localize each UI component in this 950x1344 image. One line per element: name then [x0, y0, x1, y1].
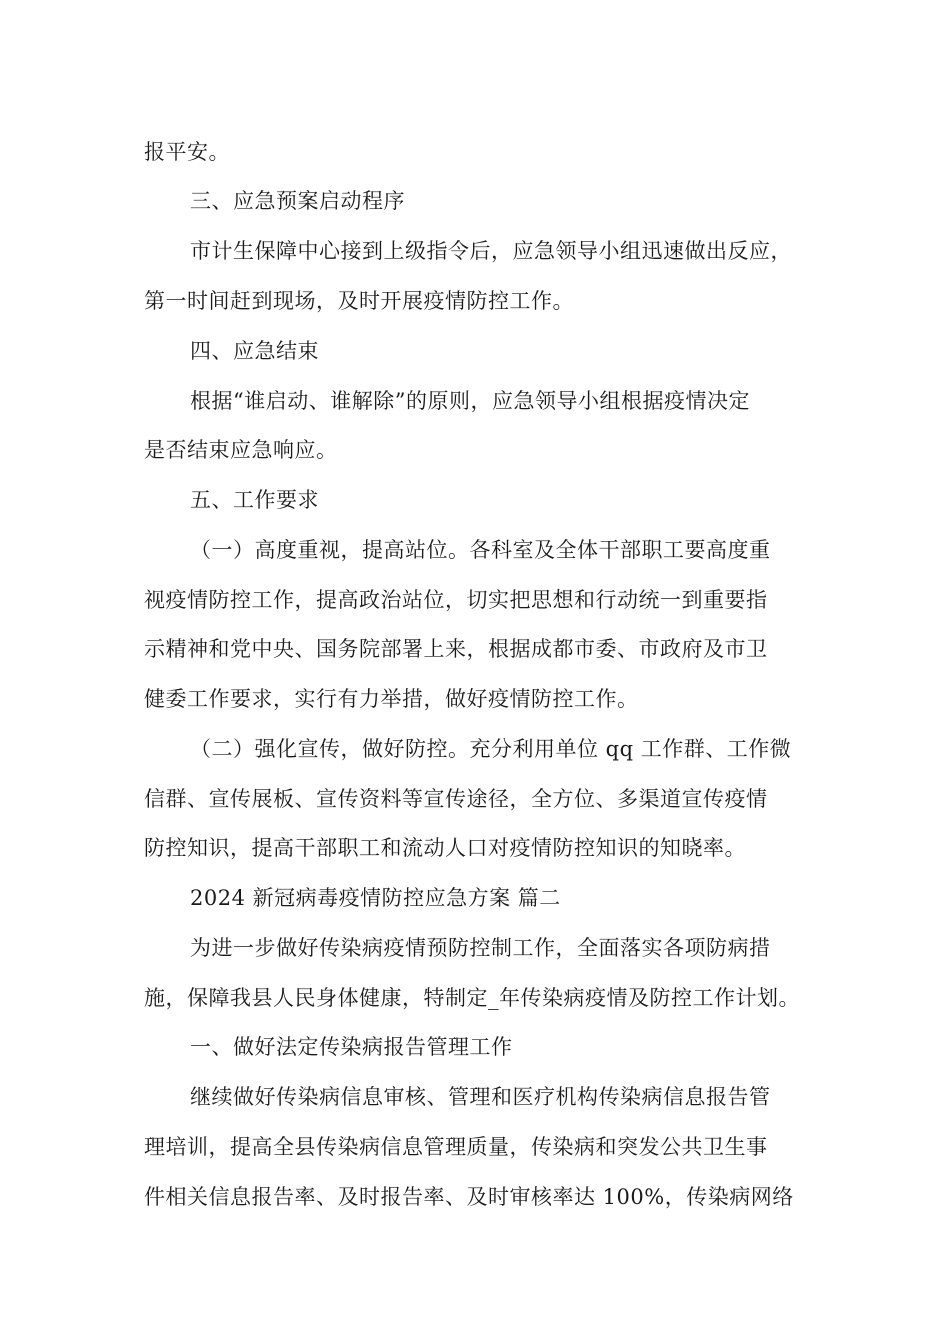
paragraph-line: 第一时间赶到现场，及时开展疫情防控工作。 [144, 289, 574, 313]
paragraph-line: 报平安。 [144, 140, 230, 164]
paragraph-line: 根据“谁启动、谁解除”的原则，应急领导小组根据疫情决定 [190, 389, 750, 413]
paragraph-line: 施，保障我县人民身体健康，特制定_年传染病疫情及防控工作计划。 [144, 986, 800, 1010]
paragraph-line: 健委工作要求，实行有力举措，做好疫情防控工作。 [144, 687, 639, 711]
section-heading: 一、做好法定传染病报告管理工作 [190, 1035, 513, 1059]
paragraph-line: 为进一步做好传染病疫情预防控制工作，全面落实各项防病措 [190, 936, 771, 960]
paragraph-line: （一）高度重视，提高站位。各科室及全体干部职工要高度重 [190, 538, 771, 562]
paragraph-line: 件相关信息报告率、及时报告率、及时审核率达 100%，传染病网络 [144, 1185, 794, 1209]
paragraph-line: 示精神和党中央、国务院部署上来，根据成都市委、市政府及市卫 [144, 637, 768, 661]
section-heading: 三、应急预案启动程序 [190, 189, 405, 213]
paragraph-line: 市计生保障中心接到上级指令后，应急领导小组迅速做出反应， [190, 239, 792, 263]
paragraph-line: 防控知识，提高干部职工和流动人口对疫情防控知识的知晓率。 [144, 836, 746, 860]
article-title: 2024 新冠病毒疫情防控应急方案 篇二 [190, 886, 561, 910]
paragraph-line: 继续做好传染病信息审核、管理和医疗机构传染病信息报告管 [190, 1085, 771, 1109]
section-heading: 四、应急结束 [190, 339, 319, 363]
paragraph-line: 视疫情防控工作，提高政治站位，切实把思想和行动统一到重要指 [144, 588, 768, 612]
section-heading: 五、工作要求 [190, 488, 319, 512]
paragraph-line: 信群、宣传展板、宣传资料等宣传途径，全方位、多渠道宣传疫情 [144, 787, 768, 811]
paragraph-line: 是否结束应急响应。 [144, 438, 338, 462]
paragraph-line: 理培训，提高全县传染病信息管理质量，传染病和突发公共卫生事 [144, 1135, 768, 1159]
paragraph-line: （二）强化宣传，做好防控。充分利用单位 qq 工作群、工作微 [190, 737, 792, 761]
